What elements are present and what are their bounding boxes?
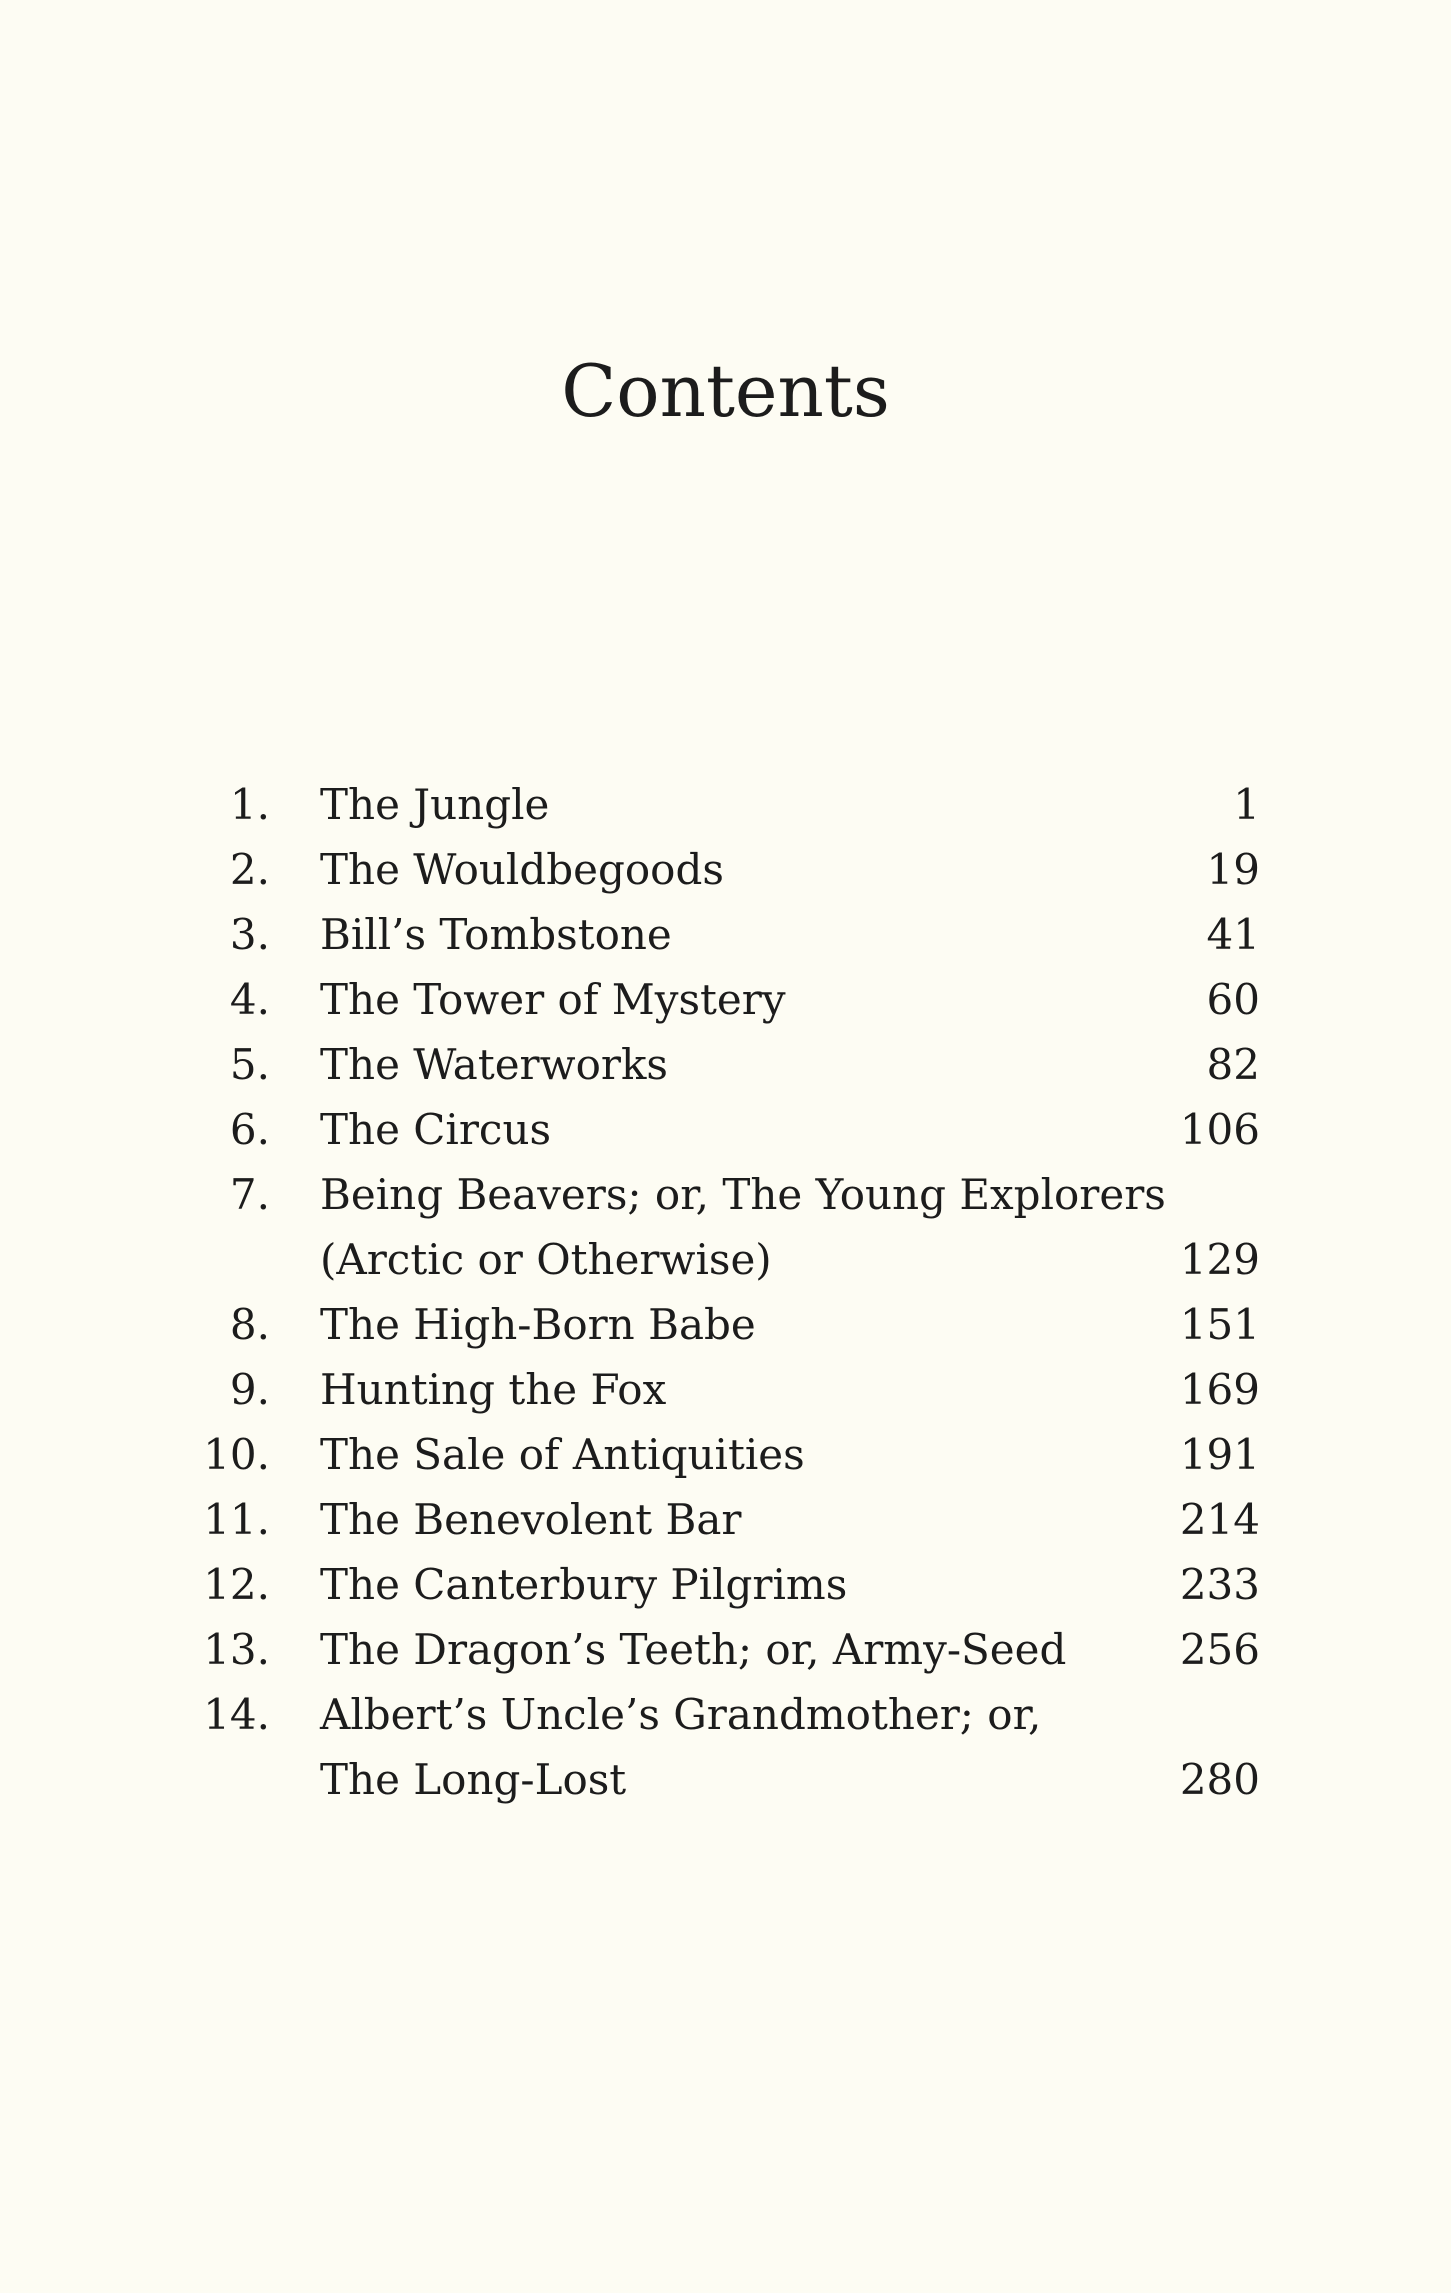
chapter-number: 1. (229, 780, 270, 829)
page-number: 280 (1179, 1755, 1260, 1804)
chapter-title: Being Beavers; or, The Young Explorers (320, 1170, 1166, 1219)
chapter-number: 14. (203, 1690, 270, 1739)
page-title: Contents (561, 349, 890, 433)
chapter-title: The Benevolent Bar (320, 1495, 742, 1544)
toc-entry (200, 1162, 1260, 1227)
chapter-title: Albert’s Uncle’s Grandmother; or, (320, 1690, 1042, 1739)
page-number: 256 (1179, 1625, 1260, 1674)
chapter-number: 2. (229, 845, 270, 894)
chapter-number: 13. (203, 1625, 270, 1674)
page-number: 106 (1179, 1105, 1260, 1154)
chapter-number: 4. (229, 975, 270, 1024)
chapter-title: The Sale of Antiquities (320, 1430, 805, 1479)
chapter-title: Hunting the Fox (320, 1365, 667, 1414)
chapter-title: The Dragon’s Teeth; or, Army-Seed (320, 1625, 1067, 1674)
toc-entry-continuation (200, 1747, 1260, 1812)
toc-entry (200, 1552, 1260, 1617)
toc-entry (200, 837, 1260, 902)
chapter-number: 10. (203, 1430, 270, 1479)
toc-entry (200, 772, 1260, 837)
page-number: 129 (1179, 1235, 1260, 1284)
toc-entry-continuation (200, 1227, 1260, 1292)
page-number: 60 (1206, 975, 1260, 1024)
page-number: 41 (1206, 910, 1260, 959)
page-number: 19 (1206, 845, 1260, 894)
chapter-title: (Arctic or Otherwise) (320, 1235, 772, 1284)
chapter-title: The Circus (320, 1105, 552, 1154)
chapter-title: Bill’s Tombstone (320, 910, 672, 959)
toc-entry (200, 1487, 1260, 1552)
toc-entry (200, 1422, 1260, 1487)
toc-entry (200, 967, 1260, 1032)
page-number: 151 (1179, 1300, 1260, 1349)
chapter-title: The Tower of Mystery (320, 975, 786, 1024)
page-number: 191 (1179, 1430, 1260, 1479)
chapter-title: The Canterbury Pilgrims (320, 1560, 848, 1609)
page-number: 233 (1179, 1560, 1260, 1609)
chapter-title: The Long-Lost (320, 1755, 627, 1804)
toc-entry (200, 1357, 1260, 1422)
chapter-number: 12. (203, 1560, 270, 1609)
page-number: 169 (1179, 1365, 1260, 1414)
page-number: 214 (1179, 1495, 1260, 1544)
chapter-number: 3. (229, 910, 270, 959)
page-number: 1 (1233, 780, 1260, 829)
toc-entry (200, 1097, 1260, 1162)
chapter-number: 7. (229, 1170, 270, 1219)
toc-entry (200, 1292, 1260, 1357)
toc-entry (200, 1032, 1260, 1097)
toc-entry (200, 1617, 1260, 1682)
chapter-number: 11. (203, 1495, 270, 1544)
page-number: 82 (1206, 1040, 1260, 1089)
chapter-title: The Wouldbegoods (320, 845, 724, 894)
toc-entry (200, 1682, 1260, 1747)
toc-entry (200, 902, 1260, 967)
chapter-number: 9. (229, 1365, 270, 1414)
chapter-number: 5. (229, 1040, 270, 1089)
chapter-title: The Waterworks (320, 1040, 668, 1089)
chapter-number: 8. (229, 1300, 270, 1349)
table-of-contents (200, 772, 1260, 1812)
chapter-number: 6. (229, 1105, 270, 1154)
chapter-title: The Jungle (320, 780, 550, 829)
chapter-title: The High-Born Babe (320, 1300, 756, 1349)
